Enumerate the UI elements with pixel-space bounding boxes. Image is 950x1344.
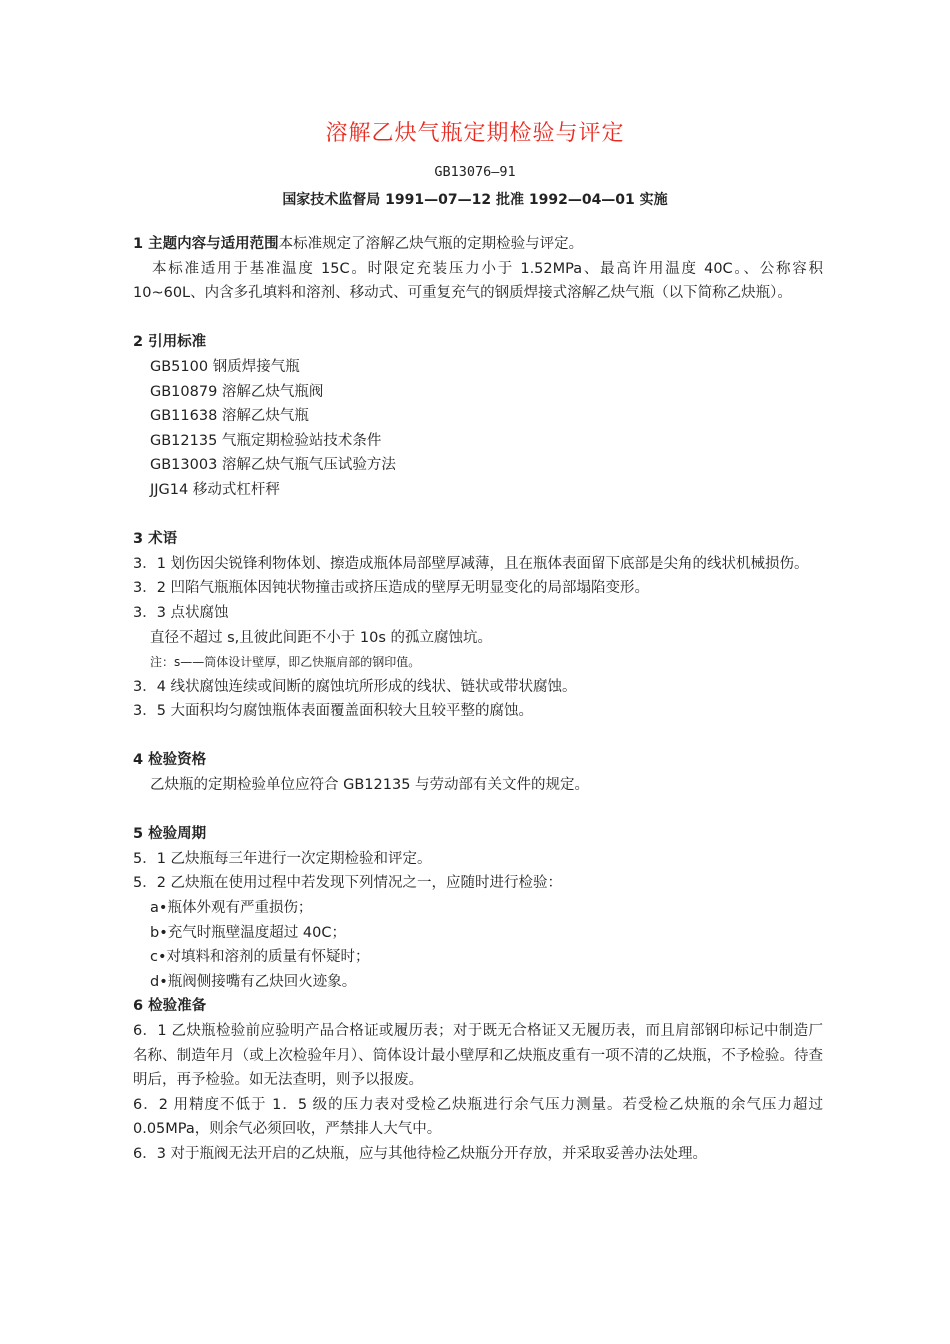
section-4-heading: 4 检验资格 (133, 752, 207, 769)
term-3-3-note: 注：s——筒体设计壁厚，即乙快瓶肩部的钢印值。 (150, 655, 421, 670)
term-3-4: 3．4 线状腐蚀连续或间断的腐蚀坑所形成的线状、链状或带状腐蚀。 (133, 678, 577, 695)
term-3-5: 3．5 大面积均匀腐蚀瓶体表面覆盖面积较大且较平整的腐蚀。 (133, 703, 534, 720)
section-1-lead: 本标准规定了溶解乙炔气瓶的定期检验与评定。 (278, 236, 584, 252)
reference-item: GB11638 溶解乙炔气瓶 (150, 408, 309, 425)
section-2-heading: 2 引用标准 (133, 334, 207, 351)
document-body (133, 232, 823, 1167)
clause-6-2: 6．2 用精度不低于 1．5 级的压力表对受检乙炔瓶进行余气压力测量。若受检乙炔瓶的余气压力超过 0.05MPa，则余气必须回收，严禁排人大气中。 (133, 1096, 823, 1138)
clause-5-2: 5．2 乙炔瓶在使用过程中若发现下列情况之一，应随时进行检验： (133, 875, 563, 892)
term-3-3: 3．3 点状腐蚀 (133, 604, 229, 621)
reference-item: GB12135 气瓶定期检验站技术条件 (150, 432, 382, 449)
term-3-1: 3．1 划伤因尖锐锋利物体划、擦造成瓶体局部壁厚减薄，且在瓶体表面留下底部是尖角的线状机械损伤。 (133, 555, 809, 572)
section-1-first-line (133, 232, 823, 257)
condition-item: c•对填料和溶剂的质量有怀疑时； (150, 949, 370, 966)
reference-item: JJG14 移动式杠杆秤 (150, 481, 280, 498)
clause-5-1: 5．1 乙炔瓶每三年进行一次定期检验和评定。 (133, 850, 432, 867)
term-3-3-description: 直径不超过 s,且彼此间距不小于 10s 的孤立腐蚀坑。 (150, 629, 492, 646)
section-6-heading: 6 检验准备 (133, 998, 207, 1015)
reference-item: GB10879 溶解乙炔气瓶阀 (150, 383, 324, 400)
section-1-paragraph: 本标准适用于基准温度 15C。时限定充装压力小于 1.52MPa、最高许用温度 40C。、公称容积 10~60L、内含多孔填料和溶剂、移动式、可重复充气的钢质焊接式溶解乙炔气瓶（以下简称乙炔瓶）。 (133, 260, 823, 302)
condition-item: b•充气时瓶壁温度超过 40C； (150, 924, 346, 941)
section-4-text: 乙炔瓶的定期检验单位应符合 GB12135 与劳动部有关文件的规定。 (150, 777, 590, 794)
standard-code: GB13076—91 (434, 164, 516, 180)
section-5-heading: 5 检验周期 (133, 826, 207, 843)
reference-item: GB13003 溶解乙炔气瓶气压试验方法 (150, 457, 396, 474)
section-3-heading: 3 术语 (133, 531, 178, 548)
clause-6-3: 6．3 对于瓶阀无法开启的乙炔瓶，应与其他待检乙炔瓶分开存放，并采取妥善办法处理。 (133, 1145, 708, 1162)
term-3-2: 3．2 凹陷气瓶瓶体因钝状物撞击或挤压造成的壁厚无明显变化的局部塌陷变形。 (133, 580, 650, 597)
reference-item: GB5100 钢质焊接气瓶 (150, 358, 300, 375)
condition-item: d•瓶阀侧接嘴有乙炔回火迹象。 (150, 973, 357, 990)
condition-item: a•瓶体外观有严重损伤； (150, 900, 313, 917)
clause-6-1: 6．1 乙炔瓶检验前应验明产品合格证或履历表；对于既无合格证又无履历表，而且肩部钢印标记中制造厂名称、制造年月（或上次检验年月）、筒体设计最小壁厚和乙炔瓶皮重有一项不清的乙炔瓶，不予检验。待查明后，再予检验。如无法查明，则予以报废。 (133, 1023, 823, 1089)
document-title: 溶解乙炔气瓶定期检验与评定 (325, 121, 625, 146)
approval-line: 国家技术监督局 1991—07—12 批准 1992—04—01 实施 (282, 192, 668, 208)
section-1-heading: 1 主题内容与适用范围 (133, 236, 279, 252)
